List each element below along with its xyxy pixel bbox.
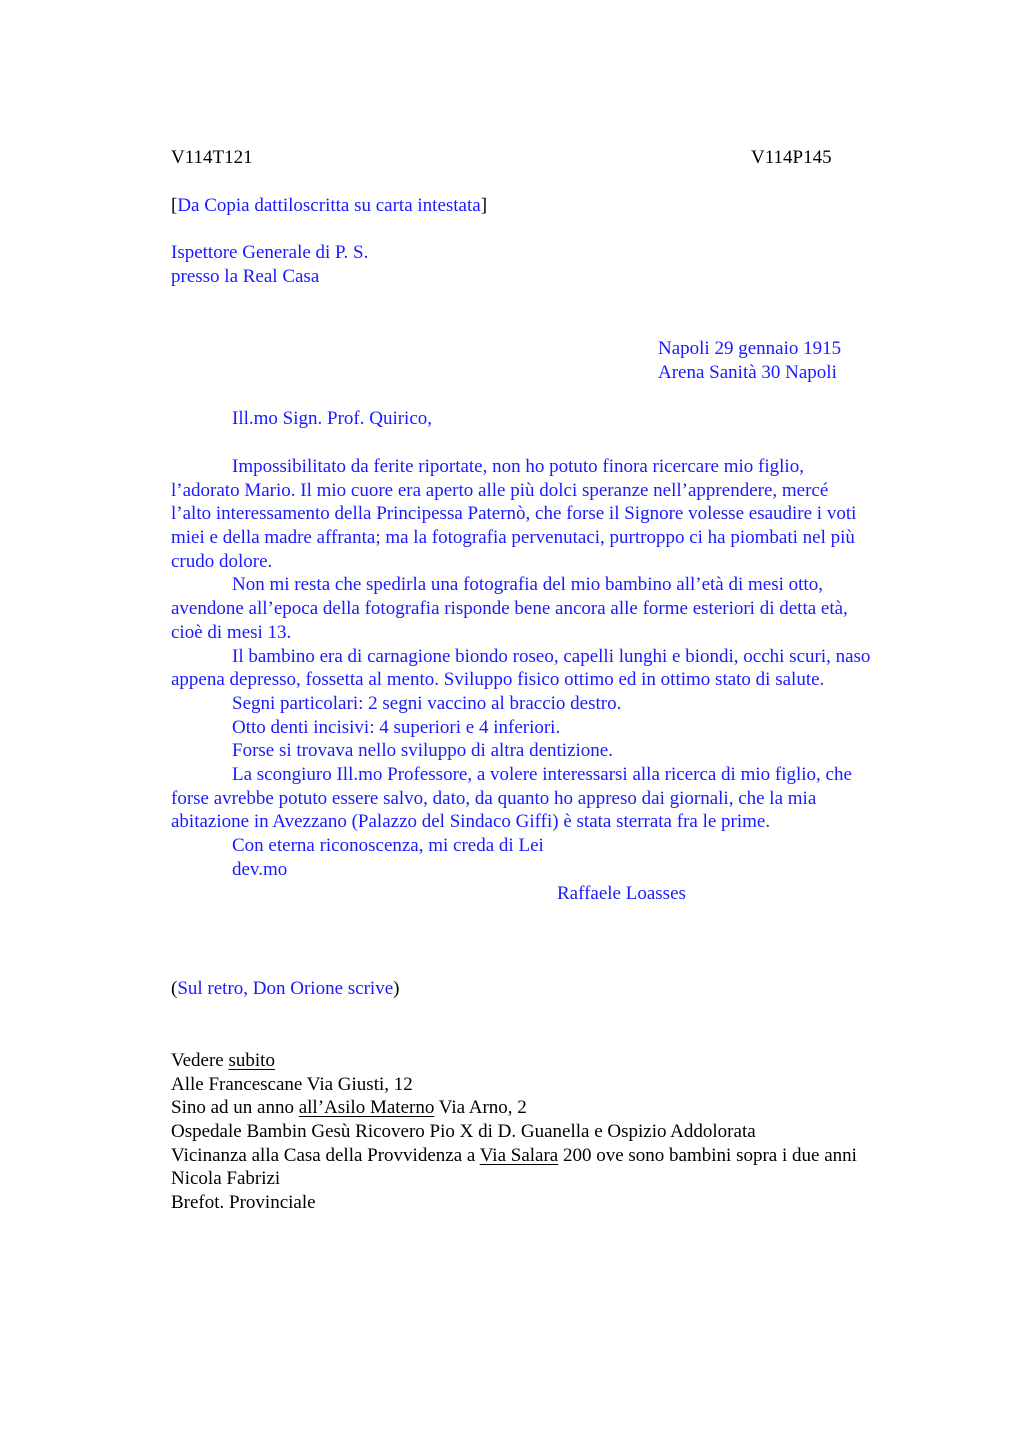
letter-body — [171, 455, 870, 881]
note-line — [171, 1049, 857, 1073]
letterhead-line-2: presso la Real Casa — [171, 266, 320, 287]
retro-note-text: Sul retro, Don Orione scrive — [177, 978, 394, 999]
bracket-close: ] — [480, 195, 488, 216]
note-text: 200 ove sono bambini sopra i due anni — [558, 1144, 857, 1166]
paren-open: ( — [171, 978, 178, 999]
retro-note — [171, 977, 399, 1001]
body-line: cioè di mesi 13. — [171, 621, 292, 643]
body-line: l’alto interessamento della Principessa Paternò, che forse il Signore volesse esaudire i voti — [171, 503, 857, 525]
body-line: abitazione in Avezzano (Palazzo del Sindaco Giffi) è stata sterrata fra le prime. — [171, 811, 771, 833]
letterhead-line-1: Ispettore Generale di P. S. — [171, 242, 369, 263]
note-line: Alle Francescane Via Giusti, 12 — [171, 1073, 413, 1095]
body-line: crudo dolore. — [171, 550, 273, 572]
body-line: forse avrebbe potuto essere salvo, dato, da quanto ho appreso dai giornali, che la mia — [171, 787, 817, 809]
paren-close: ) — [393, 978, 400, 999]
underlined-text: all’Asilo Materno — [298, 1097, 435, 1119]
body-line: Con eterna riconoscenza, mi creda di Lei — [232, 835, 544, 856]
sender-address: Arena Sanità 30 Napoli — [658, 362, 837, 383]
note-text: Vedere — [171, 1050, 229, 1071]
underlined-text: Via Salara — [479, 1144, 559, 1166]
editorial-note — [171, 194, 487, 218]
salutation: Ill.mo Sign. Prof. Quirico, — [232, 408, 433, 429]
body-line: dev.mo — [232, 858, 288, 880]
note-line: Nicola Fabrizi — [171, 1168, 281, 1190]
body-line: Forse si trovava nello sviluppo di altra dentizione. — [232, 740, 613, 762]
note-line — [171, 1144, 857, 1168]
note-line: Brefot. Provinciale — [171, 1192, 316, 1214]
body-line: Segni particolari: 2 segni vaccino al braccio destro. — [232, 692, 622, 714]
document-code-left: V114T121 — [171, 147, 253, 168]
body-line: appena depresso, fossetta al mento. Sviluppo fisico ottimo ed in ottimo stato di salute. — [171, 669, 825, 691]
signature: Raffaele Loasses — [557, 883, 686, 904]
body-line: avendone all’epoca della fotografia risponde bene ancora alle forme esteriori di detta età, — [171, 598, 848, 620]
body-line: miei e della madre affranta; ma la fotografia pervenutaci, purtroppo ci ha piombati nel più — [171, 527, 855, 549]
editorial-note-text: Da Copia dattiloscritta su carta intestata — [177, 195, 481, 216]
body-line: Otto denti incisivi: 4 superiori e 4 inferiori. — [232, 716, 561, 738]
note-text: Via Arno, 2 — [434, 1097, 527, 1119]
note-line: Ospedale Bambin Gesù Ricovero Pio X di D. Guanella e Ospizio Addolorata — [171, 1121, 756, 1143]
note-text: Vicinanza alla Casa della Provvidenza a — [171, 1144, 480, 1166]
note-line — [171, 1096, 857, 1120]
body-line: Non mi resta che spedirla una fotografia del mio bambino all’età di mesi otto, — [232, 574, 823, 596]
body-line: l’adorato Mario. Il mio cuore era aperto alle più dolci speranze nell’apprendere, mercé — [171, 479, 829, 501]
underlined-text: subito — [228, 1050, 275, 1071]
body-line: Il bambino era di carnagione biondo roseo, capelli lunghi e biondi, occhi scuri, naso — [232, 645, 871, 667]
letter-date: Napoli 29 gennaio 1915 — [658, 338, 842, 359]
bracket-open: [ — [171, 195, 178, 216]
document-code-right: V114P145 — [751, 147, 832, 168]
note-text: Sino ad un anno — [171, 1097, 299, 1119]
body-line: La scongiuro Ill.mo Professore, a volere interessarsi alla ricerca di mio figlio, che — [232, 763, 852, 785]
annotation-notes — [171, 1049, 857, 1215]
body-line: Impossibilitato da ferite riportate, non ho potuto finora ricercare mio figlio, — [232, 456, 804, 477]
